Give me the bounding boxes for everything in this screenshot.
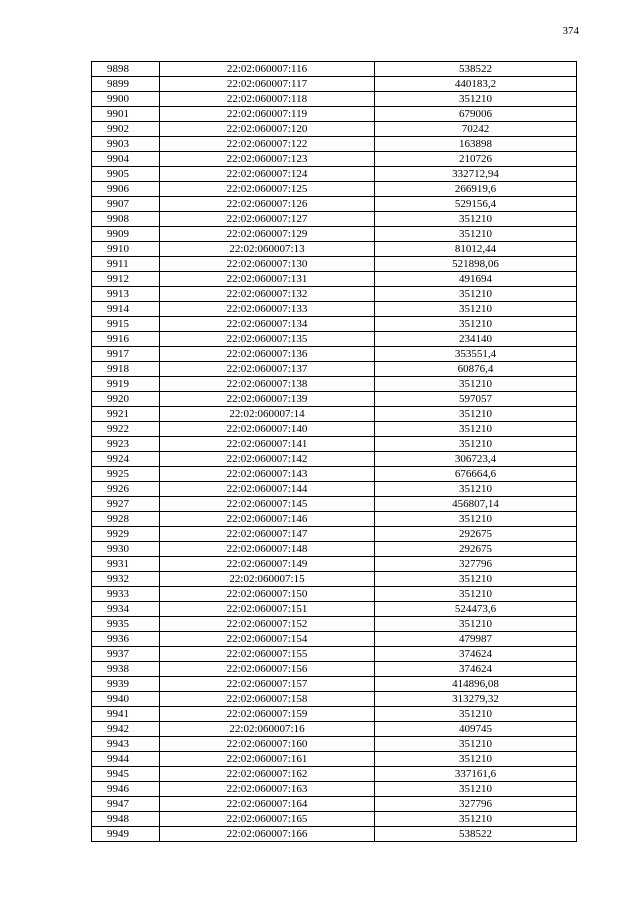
cadastral-value-cell: 374624 xyxy=(375,662,577,677)
cadastral-value-cell: 351210 xyxy=(375,407,577,422)
row-number-cell: 9907 xyxy=(92,197,160,212)
cadastral-value-cell: 351210 xyxy=(375,437,577,452)
cadastral-number-cell: 22:02:060007:141 xyxy=(160,437,375,452)
cadastral-number-cell: 22:02:060007:122 xyxy=(160,137,375,152)
cadastral-value-cell: 163898 xyxy=(375,137,577,152)
cadastral-value-cell: 351210 xyxy=(375,377,577,392)
cadastral-number-cell: 22:02:060007:162 xyxy=(160,767,375,782)
cadastral-number-cell: 22:02:060007:147 xyxy=(160,527,375,542)
table-row xyxy=(92,167,577,182)
cadastral-number-cell: 22:02:060007:14 xyxy=(160,407,375,422)
table-row xyxy=(92,467,577,482)
cadastral-value-cell: 676664,6 xyxy=(375,467,577,482)
cadastral-number-cell: 22:02:060007:119 xyxy=(160,107,375,122)
table-row xyxy=(92,707,577,722)
row-number-cell: 9945 xyxy=(92,767,160,782)
cadastral-number-cell: 22:02:060007:13 xyxy=(160,242,375,257)
row-number-cell: 9924 xyxy=(92,452,160,467)
cadastral-value-cell: 332712,94 xyxy=(375,167,577,182)
cadastral-value-cell: 234140 xyxy=(375,332,577,347)
row-number-cell: 9937 xyxy=(92,647,160,662)
row-number-cell: 9940 xyxy=(92,692,160,707)
row-number-cell: 9936 xyxy=(92,632,160,647)
table-row xyxy=(92,287,577,302)
cadastral-value-cell: 353551,4 xyxy=(375,347,577,362)
table-row xyxy=(92,827,577,842)
row-number-cell: 9910 xyxy=(92,242,160,257)
table-row xyxy=(92,332,577,347)
cadastral-value-cell: 374624 xyxy=(375,647,577,662)
row-number-cell: 9915 xyxy=(92,317,160,332)
cadastral-number-cell: 22:02:060007:127 xyxy=(160,212,375,227)
row-number-cell: 9920 xyxy=(92,392,160,407)
cadastral-value-cell: 210726 xyxy=(375,152,577,167)
row-number-cell: 9898 xyxy=(92,62,160,77)
row-number-cell: 9923 xyxy=(92,437,160,452)
table-row xyxy=(92,797,577,812)
cadastral-value-cell: 351210 xyxy=(375,482,577,497)
cadastral-number-cell: 22:02:060007:136 xyxy=(160,347,375,362)
cadastral-number-cell: 22:02:060007:126 xyxy=(160,197,375,212)
cadastral-value-cell: 351210 xyxy=(375,752,577,767)
cadastral-value-cell: 351210 xyxy=(375,617,577,632)
cadastral-value-cell: 529156,4 xyxy=(375,197,577,212)
cadastral-number-cell: 22:02:060007:155 xyxy=(160,647,375,662)
cadastral-value-cell: 351210 xyxy=(375,317,577,332)
row-number-cell: 9900 xyxy=(92,92,160,107)
cadastral-number-cell: 22:02:060007:149 xyxy=(160,557,375,572)
cadastral-number-cell: 22:02:060007:139 xyxy=(160,392,375,407)
row-number-cell: 9919 xyxy=(92,377,160,392)
cadastral-value-cell: 538522 xyxy=(375,62,577,77)
cadastral-value-cell: 351210 xyxy=(375,227,577,242)
cadastral-number-cell: 22:02:060007:154 xyxy=(160,632,375,647)
cadastral-number-cell: 22:02:060007:133 xyxy=(160,302,375,317)
row-number-cell: 9902 xyxy=(92,122,160,137)
table-row xyxy=(92,722,577,737)
table-row xyxy=(92,92,577,107)
table-row xyxy=(92,677,577,692)
table-row xyxy=(92,257,577,272)
cadastral-value-cell: 679006 xyxy=(375,107,577,122)
table-row xyxy=(92,752,577,767)
row-number-cell: 9921 xyxy=(92,407,160,422)
table-row xyxy=(92,767,577,782)
cadastral-value-cell: 351210 xyxy=(375,572,577,587)
cadastral-value-cell: 440183,2 xyxy=(375,77,577,92)
cadastral-number-cell: 22:02:060007:120 xyxy=(160,122,375,137)
table-row xyxy=(92,272,577,287)
row-number-cell: 9948 xyxy=(92,812,160,827)
table-row xyxy=(92,62,577,77)
cadastral-value-cell: 479987 xyxy=(375,632,577,647)
cadastral-value-cell: 60876,4 xyxy=(375,362,577,377)
row-number-cell: 9912 xyxy=(92,272,160,287)
cadastral-number-cell: 22:02:060007:125 xyxy=(160,182,375,197)
cadastral-number-cell: 22:02:060007:148 xyxy=(160,542,375,557)
cadastral-number-cell: 22:02:060007:158 xyxy=(160,692,375,707)
row-number-cell: 9905 xyxy=(92,167,160,182)
cadastral-number-cell: 22:02:060007:159 xyxy=(160,707,375,722)
cadastral-value-cell: 81012,44 xyxy=(375,242,577,257)
cadastral-value-cell: 524473,6 xyxy=(375,602,577,617)
table-row xyxy=(92,497,577,512)
row-number-cell: 9914 xyxy=(92,302,160,317)
row-number-cell: 9947 xyxy=(92,797,160,812)
cadastral-value-cell: 292675 xyxy=(375,542,577,557)
row-number-cell: 9934 xyxy=(92,602,160,617)
cadastral-number-cell: 22:02:060007:160 xyxy=(160,737,375,752)
row-number-cell: 9944 xyxy=(92,752,160,767)
row-number-cell: 9930 xyxy=(92,542,160,557)
cadastral-value-cell: 266919,6 xyxy=(375,182,577,197)
table-row xyxy=(92,782,577,797)
cadastral-value-cell: 351210 xyxy=(375,212,577,227)
table-row xyxy=(92,512,577,527)
cadastral-number-cell: 22:02:060007:140 xyxy=(160,422,375,437)
row-number-cell: 9939 xyxy=(92,677,160,692)
row-number-cell: 9943 xyxy=(92,737,160,752)
cadastral-value-cell: 313279,32 xyxy=(375,692,577,707)
table-row xyxy=(92,422,577,437)
table-row xyxy=(92,527,577,542)
cadastral-number-cell: 22:02:060007:129 xyxy=(160,227,375,242)
cadastral-value-cell: 351210 xyxy=(375,782,577,797)
cadastral-number-cell: 22:02:060007:124 xyxy=(160,167,375,182)
cadastral-value-cell: 351210 xyxy=(375,707,577,722)
cadastral-number-cell: 22:02:060007:157 xyxy=(160,677,375,692)
cadastral-value-cell: 70242 xyxy=(375,122,577,137)
table-row xyxy=(92,362,577,377)
table-row xyxy=(92,377,577,392)
row-number-cell: 9904 xyxy=(92,152,160,167)
row-number-cell: 9909 xyxy=(92,227,160,242)
cadastral-number-cell: 22:02:060007:163 xyxy=(160,782,375,797)
row-number-cell: 9922 xyxy=(92,422,160,437)
table-row xyxy=(92,572,577,587)
cadastral-value-cell: 351210 xyxy=(375,587,577,602)
cadastral-number-cell: 22:02:060007:132 xyxy=(160,287,375,302)
cadastral-value-cell: 409745 xyxy=(375,722,577,737)
row-number-cell: 9911 xyxy=(92,257,160,272)
cadastral-value-cell: 414896,08 xyxy=(375,677,577,692)
table-row xyxy=(92,407,577,422)
row-number-cell: 9917 xyxy=(92,347,160,362)
table-row xyxy=(92,542,577,557)
row-number-cell: 9942 xyxy=(92,722,160,737)
cadastral-value-cell: 597057 xyxy=(375,392,577,407)
row-number-cell: 9935 xyxy=(92,617,160,632)
table-row xyxy=(92,587,577,602)
cadastral-value-cell: 521898,06 xyxy=(375,257,577,272)
cadastral-number-cell: 22:02:060007:117 xyxy=(160,77,375,92)
table-row xyxy=(92,647,577,662)
cadastral-number-cell: 22:02:060007:116 xyxy=(160,62,375,77)
cadastral-number-cell: 22:02:060007:144 xyxy=(160,482,375,497)
table-row xyxy=(92,122,577,137)
cadastral-value-cell: 351210 xyxy=(375,302,577,317)
cadastral-value-cell: 306723,4 xyxy=(375,452,577,467)
cadastral-number-cell: 22:02:060007:151 xyxy=(160,602,375,617)
cadastral-number-cell: 22:02:060007:161 xyxy=(160,752,375,767)
cadastral-number-cell: 22:02:060007:142 xyxy=(160,452,375,467)
row-number-cell: 9929 xyxy=(92,527,160,542)
row-number-cell: 9916 xyxy=(92,332,160,347)
row-number-cell: 9932 xyxy=(92,572,160,587)
cadastral-number-cell: 22:02:060007:165 xyxy=(160,812,375,827)
cadastral-value-table xyxy=(91,61,577,842)
cadastral-number-cell: 22:02:060007:150 xyxy=(160,587,375,602)
table-row xyxy=(92,692,577,707)
table-row xyxy=(92,182,577,197)
cadastral-number-cell: 22:02:060007:164 xyxy=(160,797,375,812)
cadastral-number-cell: 22:02:060007:130 xyxy=(160,257,375,272)
cadastral-number-cell: 22:02:060007:145 xyxy=(160,497,375,512)
cadastral-value-cell: 351210 xyxy=(375,512,577,527)
table-row xyxy=(92,107,577,122)
row-number-cell: 9908 xyxy=(92,212,160,227)
cadastral-number-cell: 22:02:060007:123 xyxy=(160,152,375,167)
row-number-cell: 9941 xyxy=(92,707,160,722)
cadastral-number-cell: 22:02:060007:138 xyxy=(160,377,375,392)
table-row xyxy=(92,662,577,677)
table-row xyxy=(92,602,577,617)
row-number-cell: 9906 xyxy=(92,182,160,197)
cadastral-number-cell: 22:02:060007:134 xyxy=(160,317,375,332)
cadastral-number-cell: 22:02:060007:15 xyxy=(160,572,375,587)
cadastral-value-cell: 351210 xyxy=(375,92,577,107)
table-row xyxy=(92,197,577,212)
cadastral-number-cell: 22:02:060007:143 xyxy=(160,467,375,482)
table-row xyxy=(92,227,577,242)
table-row xyxy=(92,212,577,227)
cadastral-number-cell: 22:02:060007:146 xyxy=(160,512,375,527)
cadastral-number-cell: 22:02:060007:166 xyxy=(160,827,375,842)
cadastral-value-cell: 351210 xyxy=(375,422,577,437)
row-number-cell: 9949 xyxy=(92,827,160,842)
table-row xyxy=(92,437,577,452)
row-number-cell: 9903 xyxy=(92,137,160,152)
row-number-cell: 9946 xyxy=(92,782,160,797)
cadastral-number-cell: 22:02:060007:131 xyxy=(160,272,375,287)
table-row xyxy=(92,617,577,632)
table-body xyxy=(92,62,577,842)
cadastral-value-cell: 351210 xyxy=(375,737,577,752)
row-number-cell: 9913 xyxy=(92,287,160,302)
table-row xyxy=(92,452,577,467)
cadastral-number-cell: 22:02:060007:152 xyxy=(160,617,375,632)
row-number-cell: 9925 xyxy=(92,467,160,482)
table-row xyxy=(92,392,577,407)
cadastral-value-cell: 327796 xyxy=(375,797,577,812)
table-row xyxy=(92,737,577,752)
row-number-cell: 9928 xyxy=(92,512,160,527)
row-number-cell: 9901 xyxy=(92,107,160,122)
table-row xyxy=(92,812,577,827)
cadastral-value-cell: 491694 xyxy=(375,272,577,287)
table-row xyxy=(92,152,577,167)
table-row xyxy=(92,347,577,362)
row-number-cell: 9918 xyxy=(92,362,160,377)
cadastral-value-cell: 337161,6 xyxy=(375,767,577,782)
cadastral-value-cell: 351210 xyxy=(375,812,577,827)
cadastral-value-cell: 456807,14 xyxy=(375,497,577,512)
row-number-cell: 9926 xyxy=(92,482,160,497)
cadastral-value-cell: 327796 xyxy=(375,557,577,572)
table-row xyxy=(92,137,577,152)
table-row xyxy=(92,632,577,647)
cadastral-value-cell: 538522 xyxy=(375,827,577,842)
table-row xyxy=(92,242,577,257)
table-row xyxy=(92,77,577,92)
table-row xyxy=(92,302,577,317)
table-row xyxy=(92,557,577,572)
page-number: 374 xyxy=(562,25,579,37)
cadastral-number-cell: 22:02:060007:135 xyxy=(160,332,375,347)
row-number-cell: 9933 xyxy=(92,587,160,602)
cadastral-value-cell: 351210 xyxy=(375,287,577,302)
row-number-cell: 9931 xyxy=(92,557,160,572)
cadastral-number-cell: 22:02:060007:156 xyxy=(160,662,375,677)
cadastral-value-cell: 292675 xyxy=(375,527,577,542)
table-row xyxy=(92,317,577,332)
row-number-cell: 9899 xyxy=(92,77,160,92)
table-row xyxy=(92,482,577,497)
row-number-cell: 9927 xyxy=(92,497,160,512)
row-number-cell: 9938 xyxy=(92,662,160,677)
cadastral-number-cell: 22:02:060007:137 xyxy=(160,362,375,377)
cadastral-number-cell: 22:02:060007:118 xyxy=(160,92,375,107)
cadastral-number-cell: 22:02:060007:16 xyxy=(160,722,375,737)
